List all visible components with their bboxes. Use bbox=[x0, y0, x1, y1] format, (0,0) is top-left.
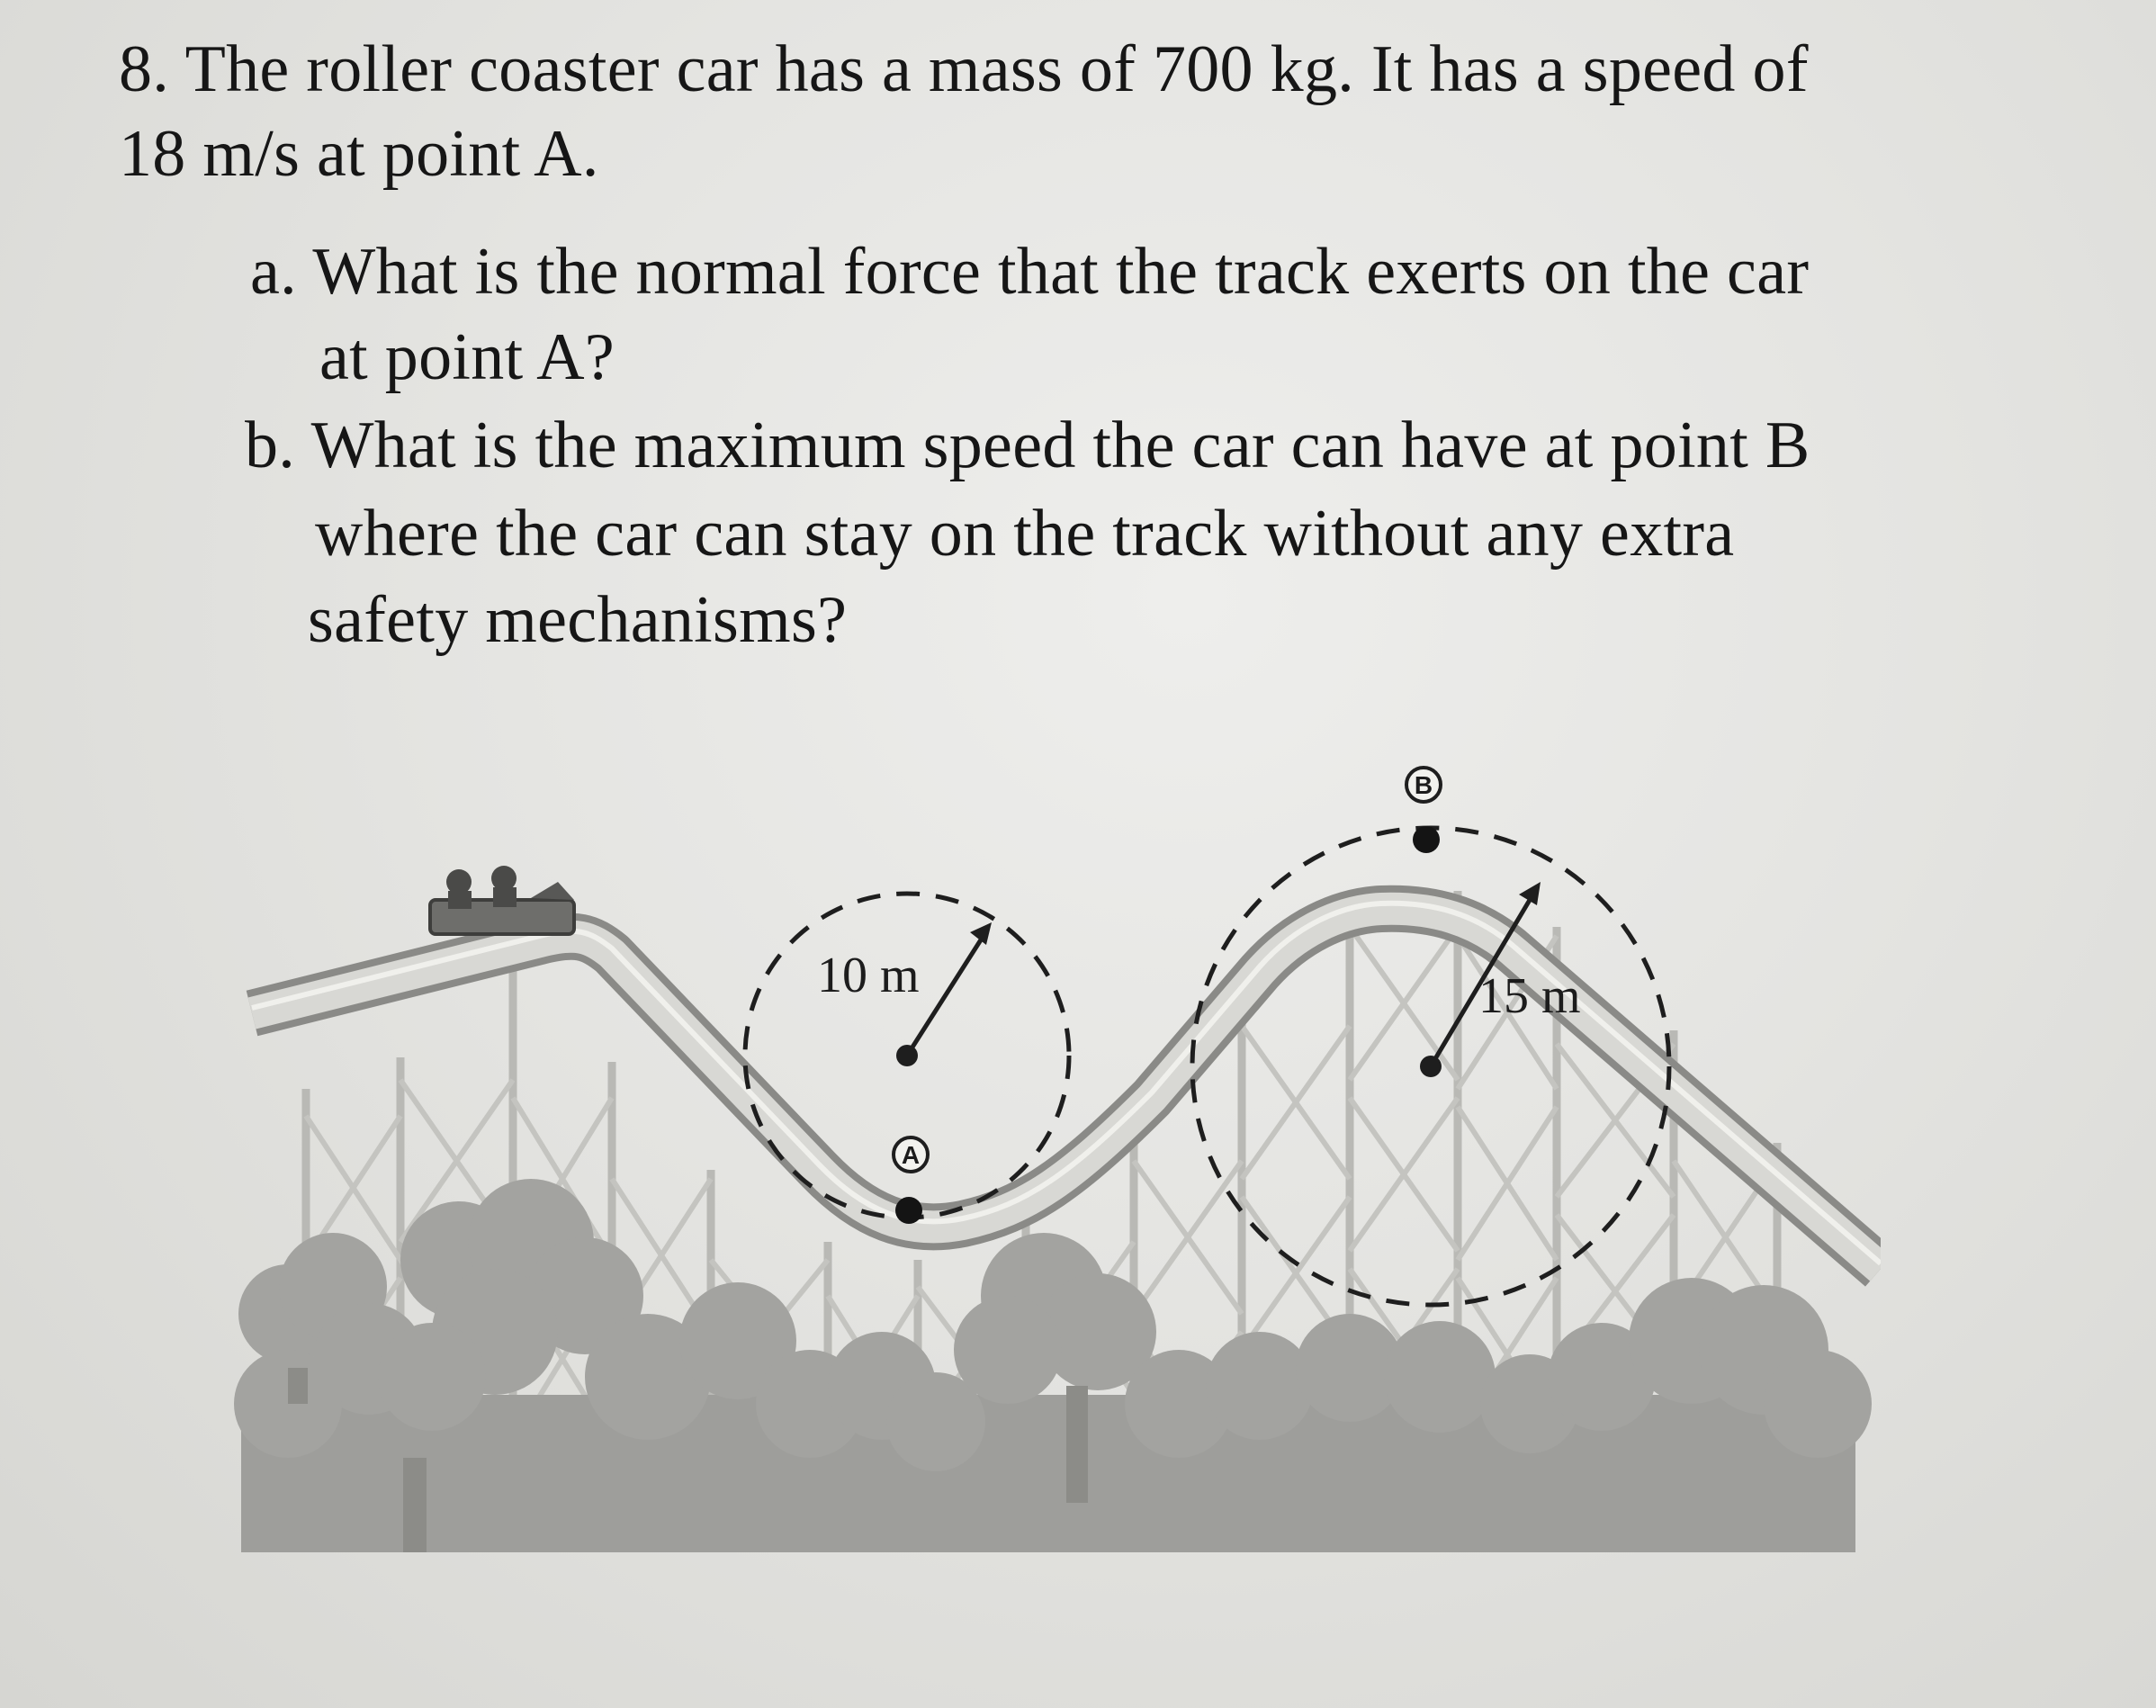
trees-foliage bbox=[234, 1179, 1872, 1552]
point-b-label: B bbox=[1414, 771, 1433, 799]
point-a-label: A bbox=[901, 1141, 921, 1169]
radius-a-label: 10 m bbox=[817, 948, 920, 1003]
problem-stem-line-1: 8. The roller coaster car has a mass of 700 kg. It has a speed of bbox=[119, 32, 1809, 106]
point-b-marker bbox=[1406, 768, 1441, 853]
part-b-line-3: safety mechanisms? bbox=[308, 583, 848, 657]
part-b-line-2: where the car can stay on the track without any extra bbox=[315, 497, 1735, 571]
part-a-line-1: a. What is the normal force that the track exerts on the car bbox=[250, 235, 1810, 309]
part-b-line-1: b. What is the maximum speed the car can have at point B bbox=[245, 409, 1810, 482]
roller-coaster-diagram bbox=[234, 756, 1881, 1566]
part-a-line-2: at point A? bbox=[319, 320, 615, 394]
radius-b-label: 15 m bbox=[1478, 968, 1581, 1024]
roller-coaster-figure bbox=[234, 756, 1881, 1566]
problem-stem-line-2: 18 m/s at point A. bbox=[119, 117, 599, 191]
coaster-car bbox=[430, 866, 574, 934]
